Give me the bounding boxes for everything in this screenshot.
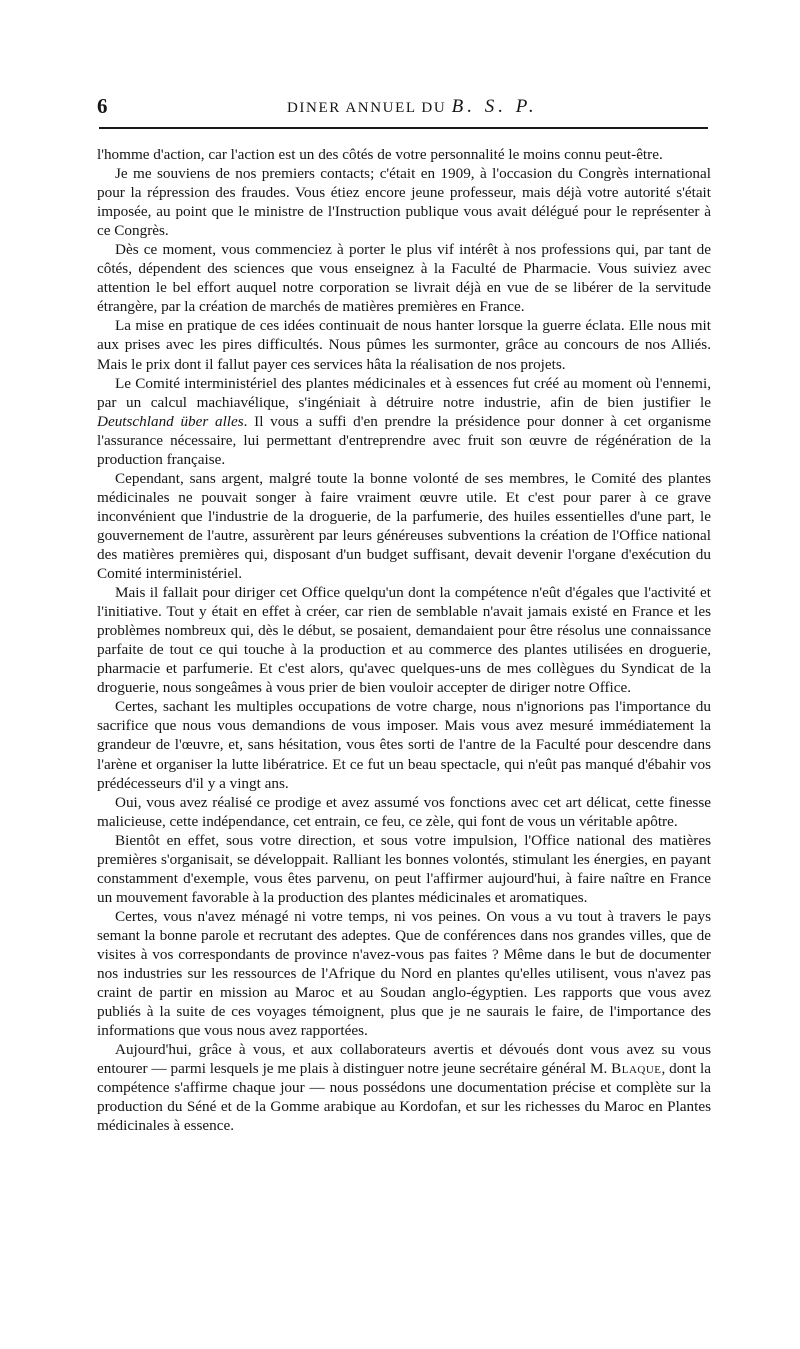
paragraph: Certes, vous n'avez ménagé ni votre temps, ni vos peines. On vous a vu tout à travers le pays semant la bonne parole et recrutant des adeptes. Que de conférences dans nos grandes villes, que de visites à vos correspondants de province n'avez-vous pas faites ? Même dans le but de documenter nos industries sur les ressources de l'Afrique du Nord en plantes qu'elles utilisent, vous n'avez pas craint de partir en mission au Maroc et au Soudan anglo-égyptien. Les rapports que vous avez publiés à la suite de ces voyages témoignent, plus que je ne saurais le faire, de l'importance des informations que vous nous avez rapportées.: [97, 907, 711, 1040]
paragraph-text: . Il vous a suffi d'en prendre la présidence pour donner à cet organisme l'assurance nécessaire, lui permettant d'entreprendre avec fruit son œuvre de régénération de la production française.: [97, 412, 712, 468]
paragraph-text: , dont la compétence s'affirme chaque jour — nous possédons une documentation précise et complète sur la production du Séné et de la Gomme arabique au Kordofan, et sur les richesses du Maroc en Plantes médicinales à essence.: [97, 1060, 711, 1135]
header-rule: [99, 127, 708, 129]
person-name: Blaque: [611, 1060, 662, 1078]
paragraph: Oui, vous avez réalisé ce prodige et avez assumé vos fonctions avec cet art délicat, cette finesse malicieuse, cette indépendance, cet entrain, ce feu, ce zèle, qui font de vous un véritable apôtre.: [97, 793, 711, 830]
paragraph: [97, 374, 711, 469]
paragraph: Dès ce moment, vous commenciez à porter le plus vif intérêt à nos professions qui, par tant de côtés, dépendent des sciences que vous enseignez à la Faculté de Pharmacie. Vous suiviez avec attention le bel effort auquel notre corporation se livrait déjà en vue de se libérer de la servitude étrangère, par la création de marchés de matières premières en France.: [97, 241, 711, 316]
body-text: [97, 145, 711, 1135]
paragraph-text: Aujourd'hui, grâce à vous, et aux collaborateurs avertis et dévoués dont vous avez su vous entourer — parmi lesquels je me plais à distinguer notre jeune secrétaire général M.: [97, 1041, 711, 1078]
running-title-abbreviation: B. S. P.: [451, 96, 538, 117]
page-header: [97, 94, 708, 124]
paragraph: Je me souviens de nos premiers contacts; c'était en 1909, à l'occasion du Congrès international pour la répression des fraudes. Vous étiez encore jeune professeur, mais déjà votre autorité s'était imposée, au point que le ministre de l'Instruction publique vous avait délégué pour le représenter à ce Congrès.: [97, 165, 711, 240]
paragraph: La mise en pratique de ces idées continuait de nous hanter lorsque la guerre éclata. Elle nous mit aux prises avec les pires difficultés. Nous pûmes les surmonter, grâce au concours de nos Alliés. Mais le prix dont il fallut payer ces services hâta la réalisation de nos projets.: [97, 317, 711, 373]
paragraph: Bientôt en effet, sous votre direction, et sous votre impulsion, l'Office national des matières premières s'organisait, se développait. Ralliant les bonnes volontés, stimulant les énergies, en payant constamment d'exemple, vous êtes parvenu, on peut l'affirmer aujourd'hui, à faire naître en France un mouvement favorable à la production des plantes médicinales et aromatiques.: [97, 831, 711, 906]
italic-phrase: Deutschland über alles: [97, 412, 244, 430]
page-number: 6: [97, 94, 108, 118]
running-title-text: DINER ANNUEL DU: [287, 100, 447, 116]
paragraph-text: Le Comité interministériel des plantes médicinales et à essences fut créé au moment où l'ennemi, par un calcul machiavélique, s'ingéniait à détruire notre industrie, afin de bien justifier le: [97, 374, 711, 411]
running-title: [287, 96, 538, 118]
paragraph: Cependant, sans argent, malgré toute la bonne volonté de ses membres, le Comité des plantes médicinales ne pouvait songer à faire vraiment œuvre utile. Et c'est pour parer à ce grave inconvénient que l'industrie de la droguerie, de la parfumerie, des huiles essentielles d'une part, le gouvernement de l'autre, assurèrent par leurs généreuses subventions la création de l'Office national des matières premières qui, disposant d'un budget suffisant, devait devenir l'organe d'exécution du Comité interministériel.: [97, 469, 711, 583]
paragraph: Mais il fallait pour diriger cet Office quelqu'un dont la compétence n'eût d'égales que l'activité et l'initiative. Tout y était en effet à créer, car rien de semblable n'avait jamais existé en France et les problèmes nombreux qui, dès le début, se posaient, demandaient pour être résolus une connaissance parfaite de tout ce qui touche à la production et au commerce des plantes utilisées en droguerie, pharmacie et parfumerie. Et c'est alors, qu'avec quelques-uns de mes collègues du Syndicat de la droguerie, nous songeâmes à vous prier de bien vouloir accepter de diriger notre Office.: [97, 584, 711, 697]
paragraph: [97, 1040, 711, 1135]
paragraph: l'homme d'action, car l'action est un des côtés de votre personnalité le moins connu peut-être.: [97, 146, 663, 163]
paragraph: Certes, sachant les multiples occupations de votre charge, nous n'ignorions pas l'importance du sacrifice que nous vous demandions de vous imposer. Mais vous avez mesuré immédiatement la grandeur de l'œuvre, et, sans hésitation, vous êtes sorti de l'antre de la Faculté pour descendre dans l'arène et organiser la lutte libératrice. Et ce fut un beau spectacle, qui n'eût pas manqué d'ébahir vos prédécesseurs d'il y a vingt ans.: [97, 698, 711, 792]
